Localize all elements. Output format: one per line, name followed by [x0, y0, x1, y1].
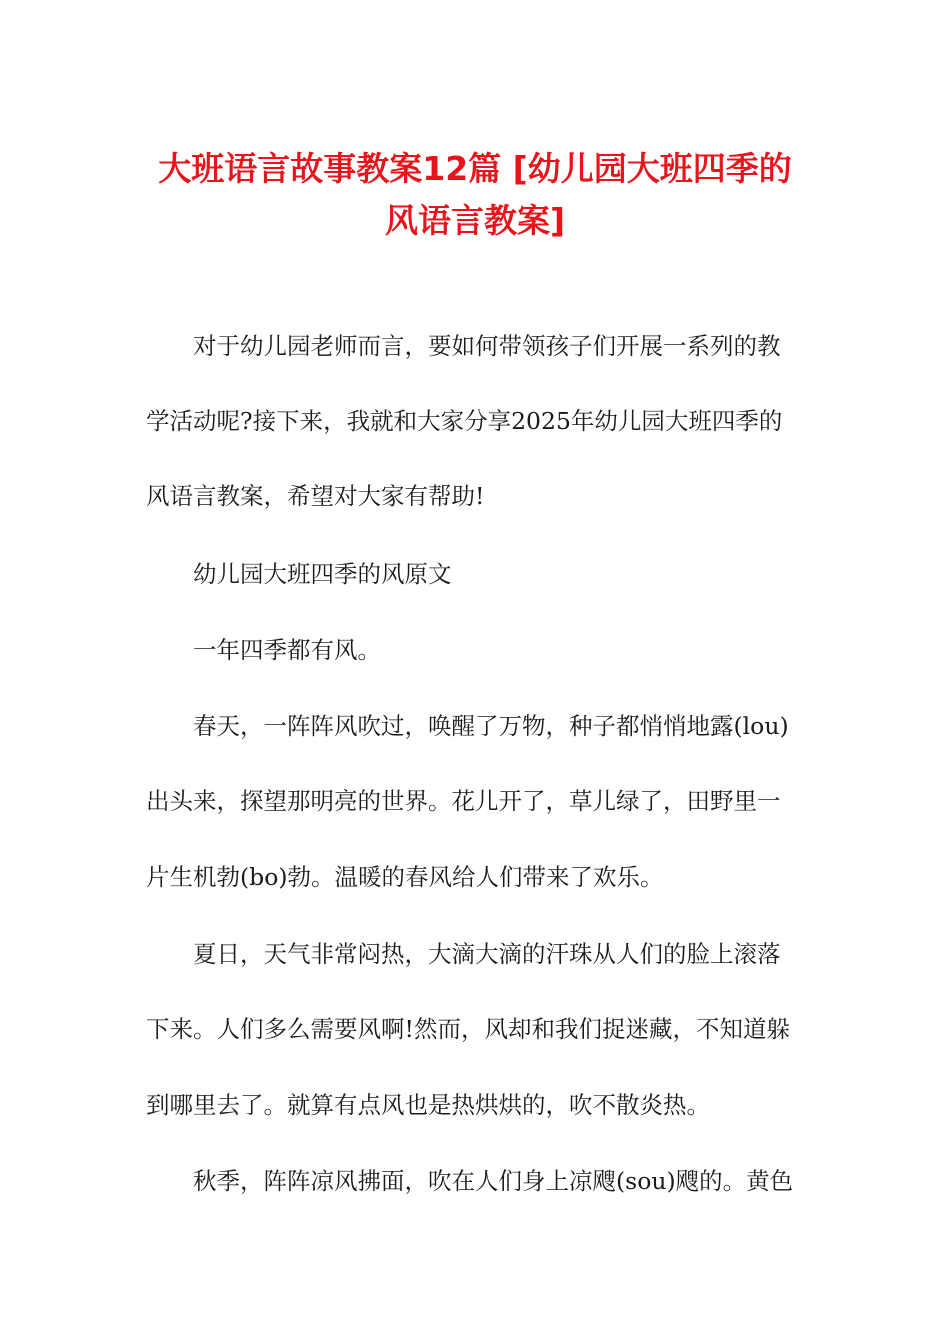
text-line: 对于幼儿园老师而言，要如何带领孩子们开展一系列的教 [193, 332, 781, 360]
text-line: 秋季，阵阵凉风拂面，吹在人们身上凉飕(sou)飕的。黄色 [193, 1167, 794, 1195]
text-line: 下来。人们多么需要风啊!然而，风却和我们捉迷藏，不知道躲 [146, 1015, 790, 1043]
document-title [120, 143, 830, 247]
text-line: 学活动呢?接下来，我就和大家分享2025年幼儿园大班四季的 [146, 407, 783, 435]
text-line: 片生机勃(bo)勃。温暖的春风给人们带来了欢乐。 [146, 863, 664, 891]
text-line: 到哪里去了。就算有点风也是热烘烘的，吹不散炎热。 [146, 1091, 710, 1119]
title-line-2: 风语言教案] [384, 201, 566, 240]
text-line: 春天，一阵阵风吹过，唤醒了万物，种子都悄悄地露(lou) [193, 712, 789, 740]
text-line: 风语言教案，希望对大家有帮助! [146, 482, 485, 510]
text-line: 出头来，探望那明亮的世界。花儿开了，草儿绿了，田野里一 [146, 787, 781, 815]
text-line: 夏日，天气非常闷热，大滴大滴的汗珠从人们的脸上滚落 [193, 940, 781, 968]
text-line: 一年四季都有风。 [193, 636, 381, 664]
text-line: 幼儿园大班四季的风原文 [193, 560, 452, 588]
title-line-1: 大班语言故事教案12篇 [幼儿园大班四季的 [158, 149, 792, 188]
